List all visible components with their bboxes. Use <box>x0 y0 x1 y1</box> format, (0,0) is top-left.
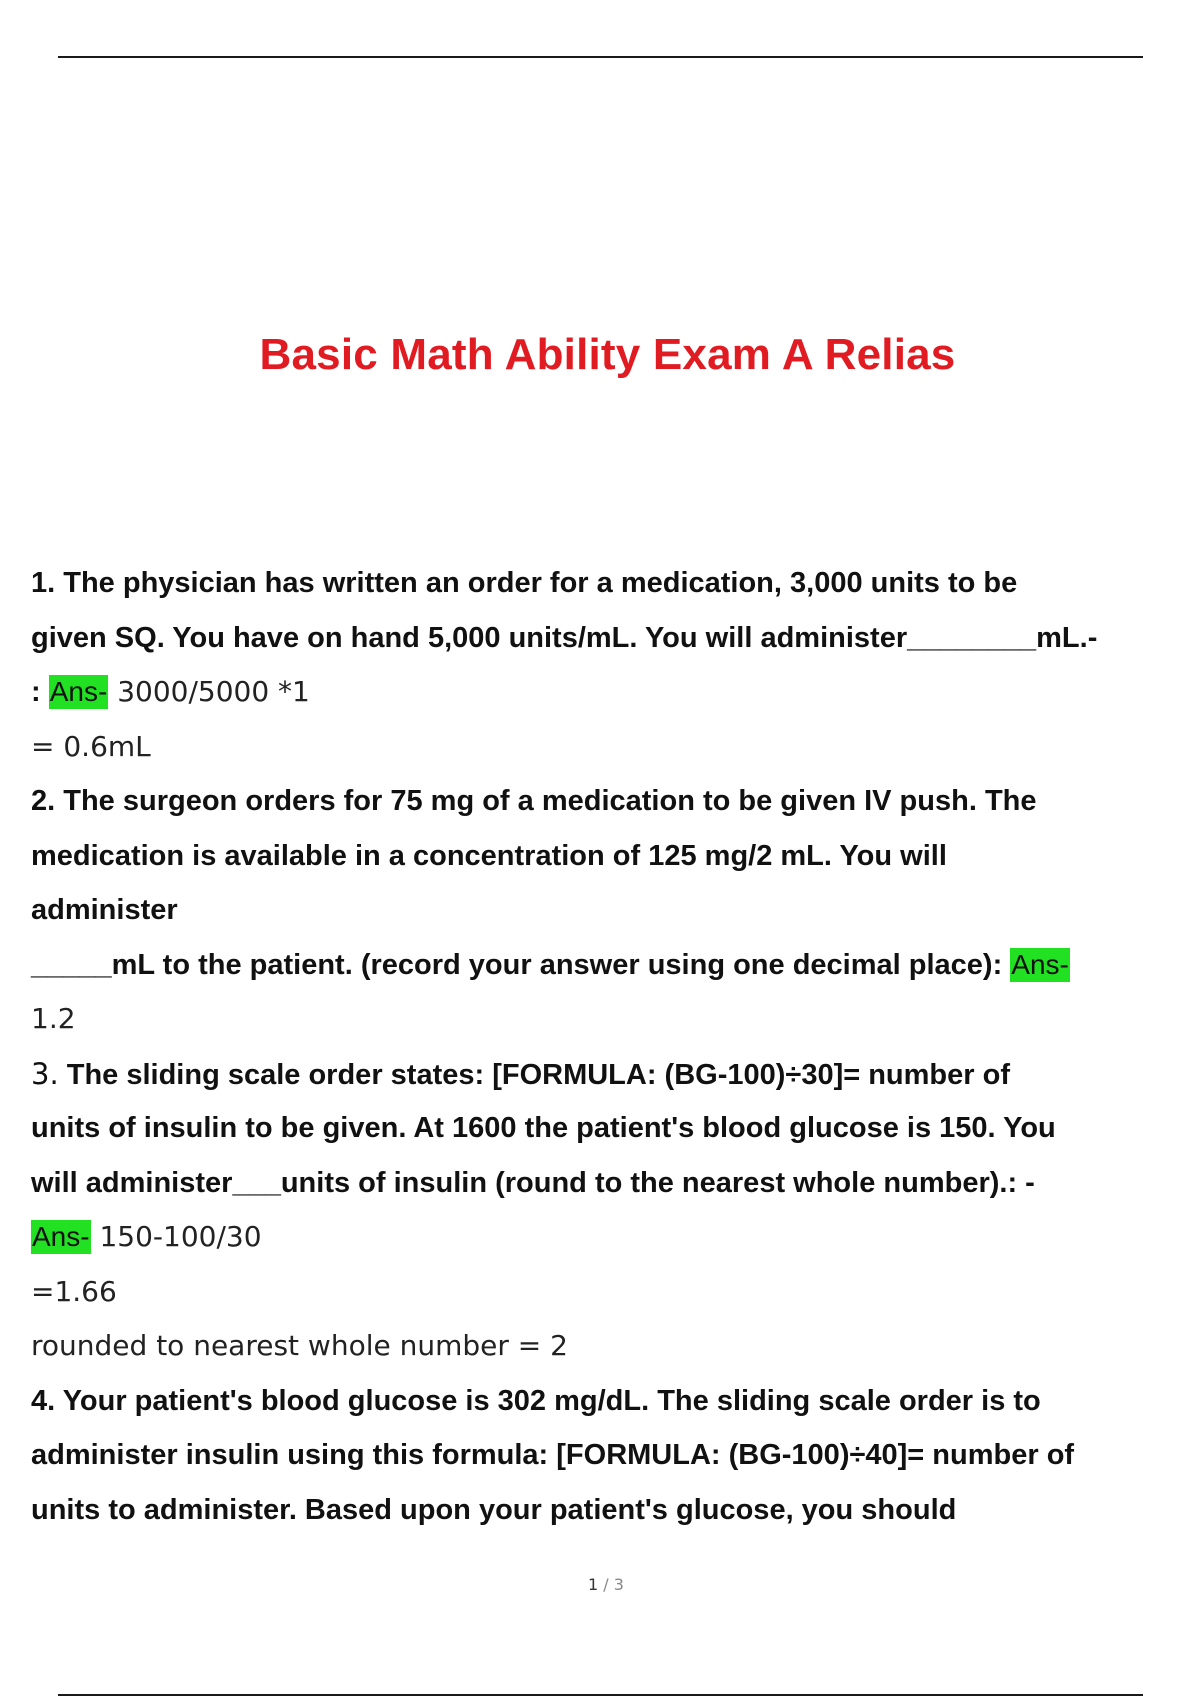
question-text: : <box>31 676 49 708</box>
page-indicator <box>0 1575 1200 1594</box>
question-text: administer <box>31 894 178 926</box>
text-line <box>31 1374 1181 1429</box>
answer-text: = 0.6mL <box>31 729 151 763</box>
question-text: 2. The surgeon orders for 75 mg of a medication to be given IV push. The <box>31 785 1037 817</box>
bottom-rule <box>58 1694 1143 1696</box>
question-text: The sliding scale order states: [FORMULA: (BG-100)÷30]= number of <box>58 1058 1010 1091</box>
text-line <box>31 1047 1181 1102</box>
page-total: 3 <box>613 1575 624 1594</box>
answer-highlight: Ans- <box>49 676 108 707</box>
text-line <box>31 665 1181 720</box>
text-line <box>31 1483 1181 1538</box>
question-list <box>31 556 1181 1537</box>
answer-text: 150-100/30 <box>90 1220 262 1253</box>
answer-text: 3000/5000 *1 <box>108 675 310 708</box>
answer-highlight: Ans- <box>32 1221 90 1252</box>
question-text: administer insulin using this formula: [FORMULA: (BG-100)÷40]= number of <box>31 1439 1075 1471</box>
text-line <box>31 883 1181 938</box>
question-text: 1. The physician has written an order for a medication, 3,000 units to be <box>31 567 1018 599</box>
answer-text: =1.66 <box>31 1274 117 1308</box>
text-line <box>31 1319 1181 1374</box>
text-line <box>31 992 1181 1047</box>
text-line <box>31 1428 1181 1483</box>
question-text: given SQ. You have on hand 5,000 units/mL. You will administer________mL.- <box>31 621 1098 654</box>
question-text: units to administer. Based upon your patient's glucose, you should <box>31 1493 957 1526</box>
document-title: Basic Math Ability Exam A Relias <box>259 330 956 379</box>
question-text: will administer___units of insulin (round to the nearest whole number).: - <box>31 1166 1035 1199</box>
question-text: units of insulin to be given. At 1600 the patient's blood glucose is 150. You <box>31 1112 1056 1144</box>
text-line <box>31 1265 1181 1320</box>
question-text: _____mL to the patient. (record your answer using one decimal place): <box>31 948 1011 981</box>
top-rule <box>58 56 1143 58</box>
text-line <box>31 1101 1181 1156</box>
text-line <box>31 556 1181 611</box>
answer-text: rounded to nearest whole number = 2 <box>31 1329 568 1362</box>
text-line <box>31 829 1181 884</box>
text-line <box>31 938 1181 993</box>
text-line <box>31 611 1181 666</box>
answer-text: 1.2 <box>31 1002 76 1035</box>
answer-highlight: Ans- <box>1011 948 1069 980</box>
question-text: 4. Your patient's blood glucose is 302 mg/dL. The sliding scale order is to <box>31 1384 1041 1417</box>
text-line <box>31 774 1181 829</box>
page-current: 1 <box>588 1575 599 1594</box>
page-separator: / <box>603 1575 609 1594</box>
question-number: 3. <box>31 1056 59 1091</box>
text-line <box>31 720 1181 775</box>
question-text: medication is available in a concentration of 125 mg/2 mL. You will <box>31 839 947 872</box>
text-line <box>31 1156 1181 1211</box>
text-line <box>31 1210 1181 1265</box>
